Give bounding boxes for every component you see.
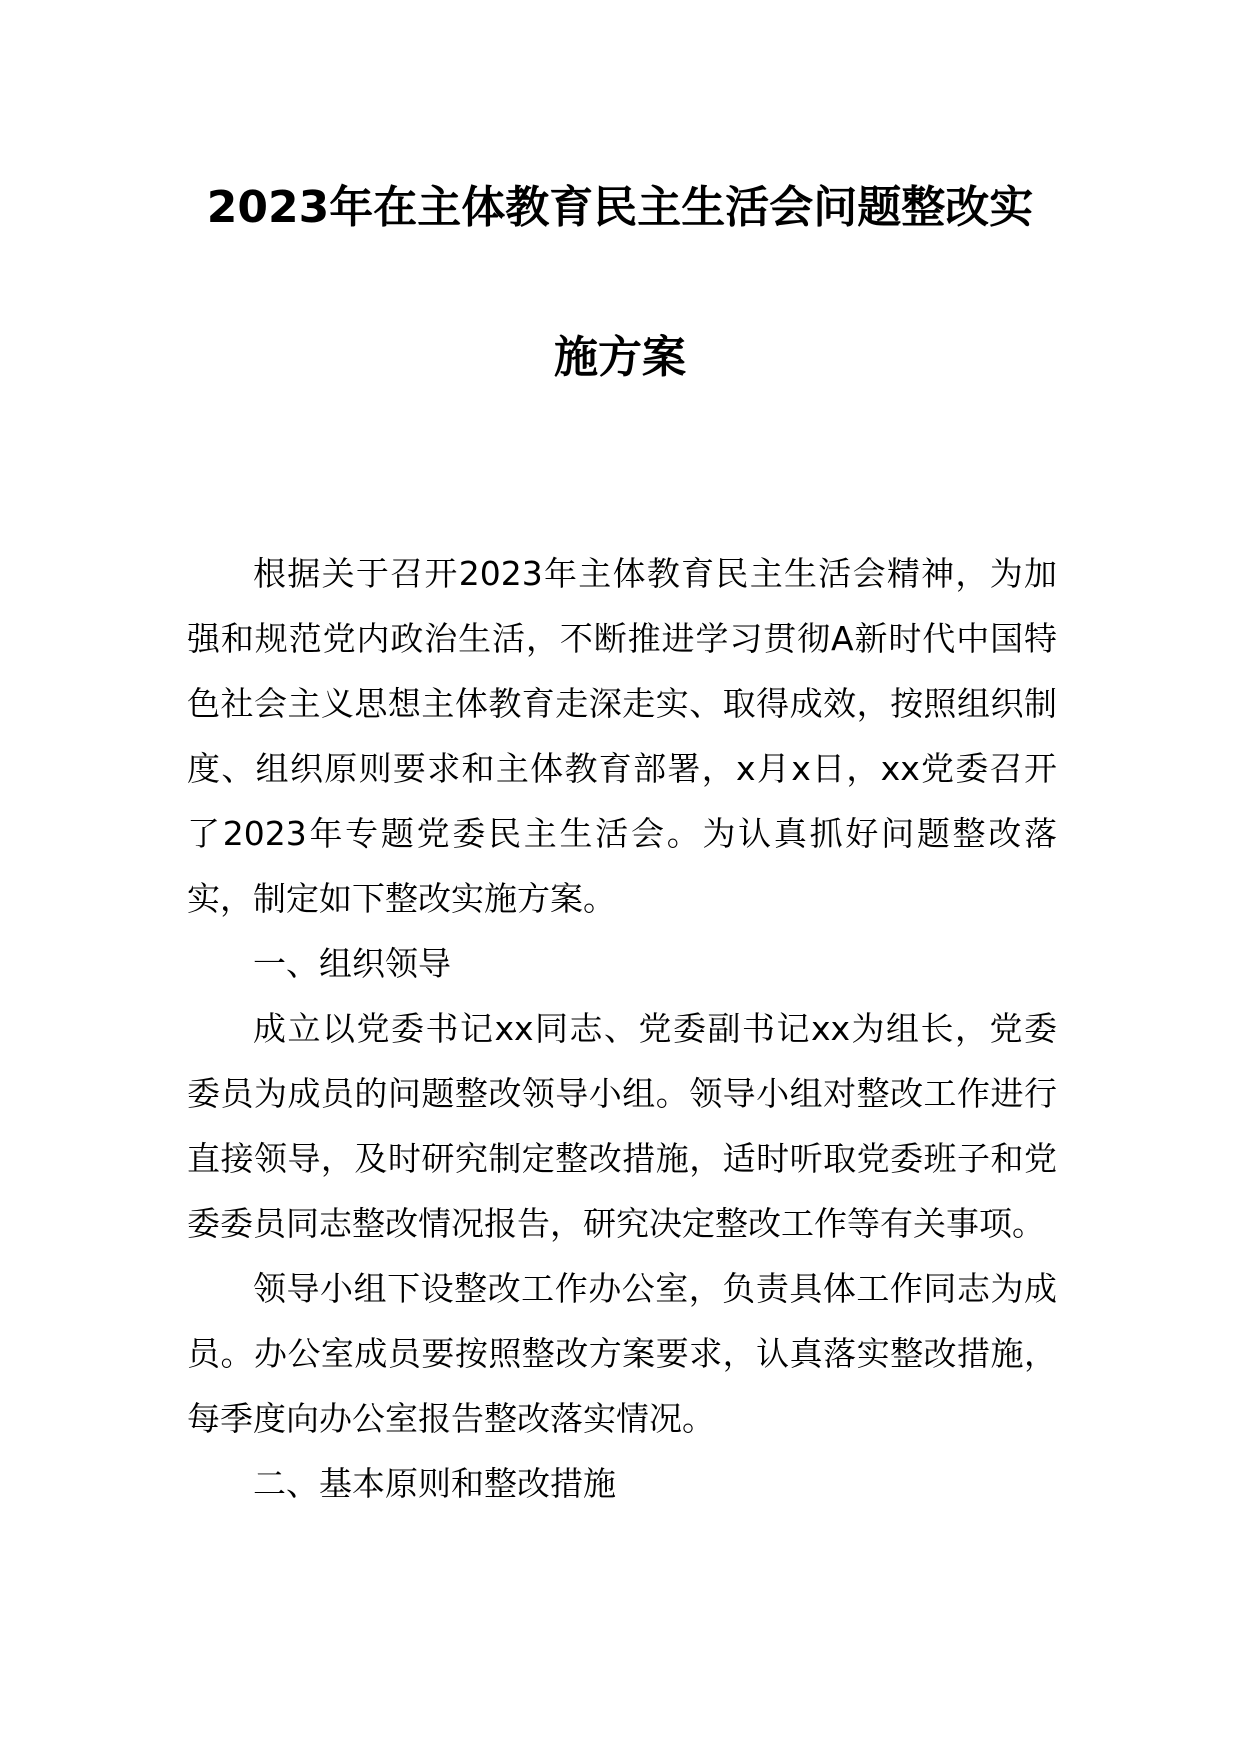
document-title-line-1: 2023年在主体教育民主生活会问题整改实: [206, 182, 1034, 233]
section-heading-organization: 一、组织领导: [253, 944, 451, 983]
document-title-line-2: 施方案: [554, 332, 686, 383]
section-heading-principles: 二、基本原则和整改措施: [253, 1464, 616, 1503]
document-body: [187, 541, 1057, 1516]
organization-paragraph: 成立以党委书记xx同志、党委副书记xx为组长，党委委员为成员的问题整改领导小组。领导小组对整改工作进行直接领导，及时研究制定整改措施，适时听取党委班子和党委委员同志整改情况报告，研究决定整改工作等有关事项。: [187, 1009, 1057, 1243]
office-paragraph: 领导小组下设整改工作办公室，负责具体工作同志为成员。办公室成员要按照整改方案要求，认真落实整改措施，每季度向办公室报告整改落实情况。: [187, 1269, 1057, 1438]
intro-paragraph: 根据关于召开2023年主体教育民主生活会精神，为加强和规范党内政治生活，不断推进学习贯彻A新时代中国特色社会主义思想主体教育走深走实、取得成效，按照组织制度、组织原则要求和主体教育部署，x月x日，xx党委召开了2023年专题党委民主生活会。为认真抓好问题整改落实，制定如下整改实施方案。: [187, 554, 1057, 918]
